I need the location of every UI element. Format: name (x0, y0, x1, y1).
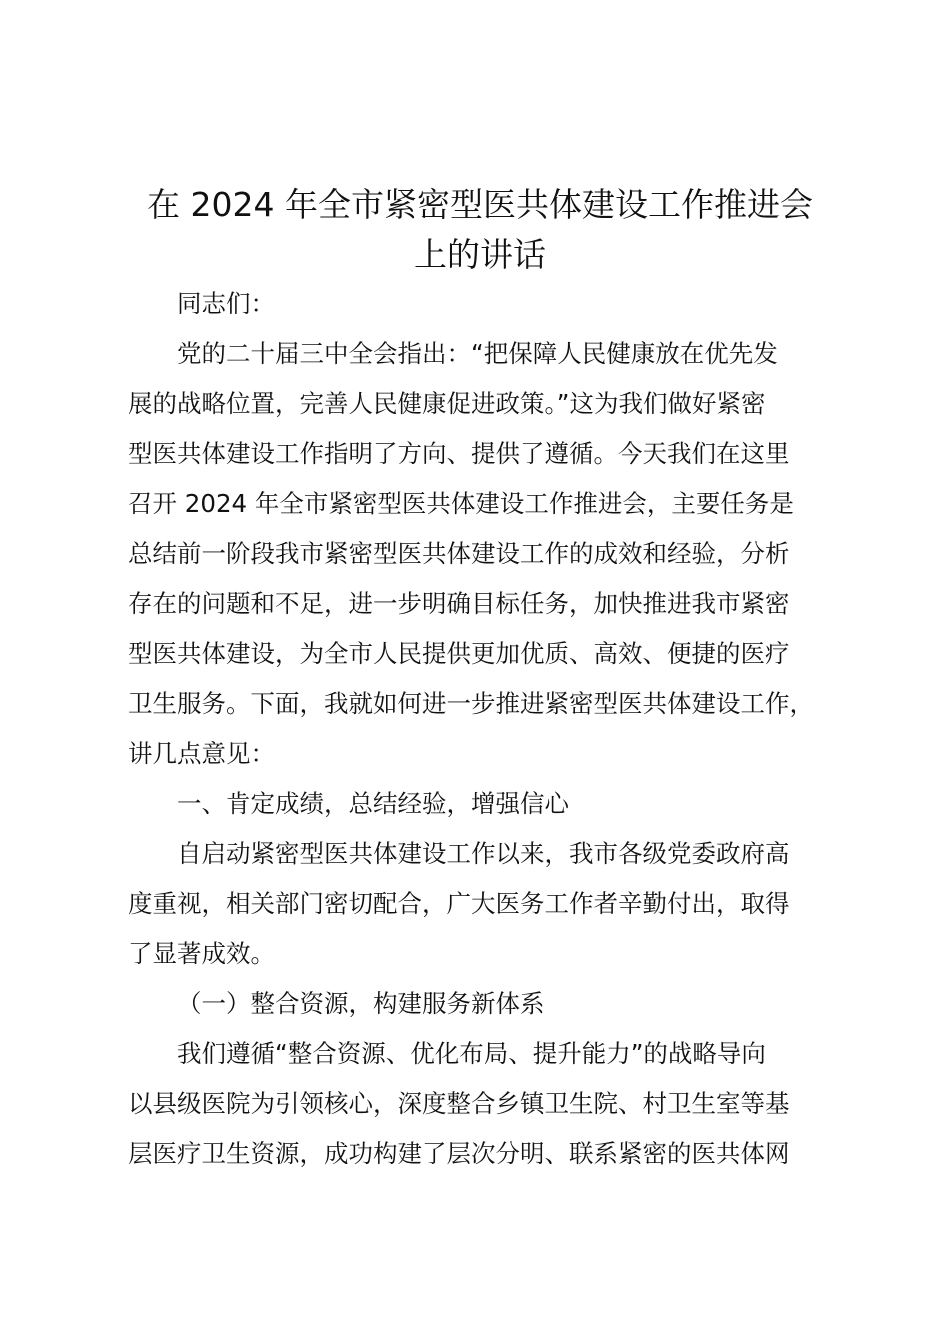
paragraph-line: 总结前一阶段我市紧密型医共体建设工作的成效和经验，分析 (128, 539, 790, 568)
paragraph-line: 型医共体建设工作指明了方向、提供了遵循。今天我们在这里 (128, 439, 790, 468)
subsection-heading: （一）整合资源，构建服务新体系 (177, 989, 545, 1018)
paragraph-line: 讲几点意见： (128, 739, 275, 768)
greeting: 同志们： (177, 289, 275, 318)
paragraph-line: 自启动紧密型医共体建设工作以来，我市各级党委政府高 (177, 839, 790, 868)
paragraph-line: 卫生服务。下面，我就如何进一步推进紧密型医共体建设工作， (128, 689, 814, 718)
paragraph-line: 我们遵循“整合资源、优化布局、提升能力”的战略导向 (177, 1039, 766, 1068)
paragraph-line: 存在的问题和不足，进一步明确目标任务，加快推进我市紧密 (128, 589, 790, 618)
paragraph-line: 型医共体建设，为全市人民提供更加优质、高效、便捷的医疗 (128, 639, 790, 668)
paragraph-line: 党的二十届三中全会指出：“把保障人民健康放在优先发 (177, 339, 778, 368)
section-heading: 一、肯定成绩，总结经验，增强信心 (177, 789, 569, 818)
paragraph-line: 召开 2024 年全市紧密型医共体建设工作推进会，主要任务是 (128, 489, 794, 518)
paragraph-line: 以县级医院为引领核心，深度整合乡镇卫生院、村卫生室等基 (128, 1089, 790, 1118)
paragraph-line: 度重视，相关部门密切配合，广大医务工作者辛勤付出，取得 (128, 889, 790, 918)
paragraph-line: 展的战略位置，完善人民健康促进政策。”这为我们做好紧密 (128, 389, 766, 418)
document-title-line-2: 上的讲话 (414, 235, 546, 274)
paragraph-line: 层医疗卫生资源，成功构建了层次分明、联系紧密的医共体网 (128, 1139, 790, 1168)
document-title-line-1: 在 2024 年全市紧密型医共体建设工作推进会 (147, 185, 813, 224)
paragraph-line: 了显著成效。 (128, 939, 275, 968)
